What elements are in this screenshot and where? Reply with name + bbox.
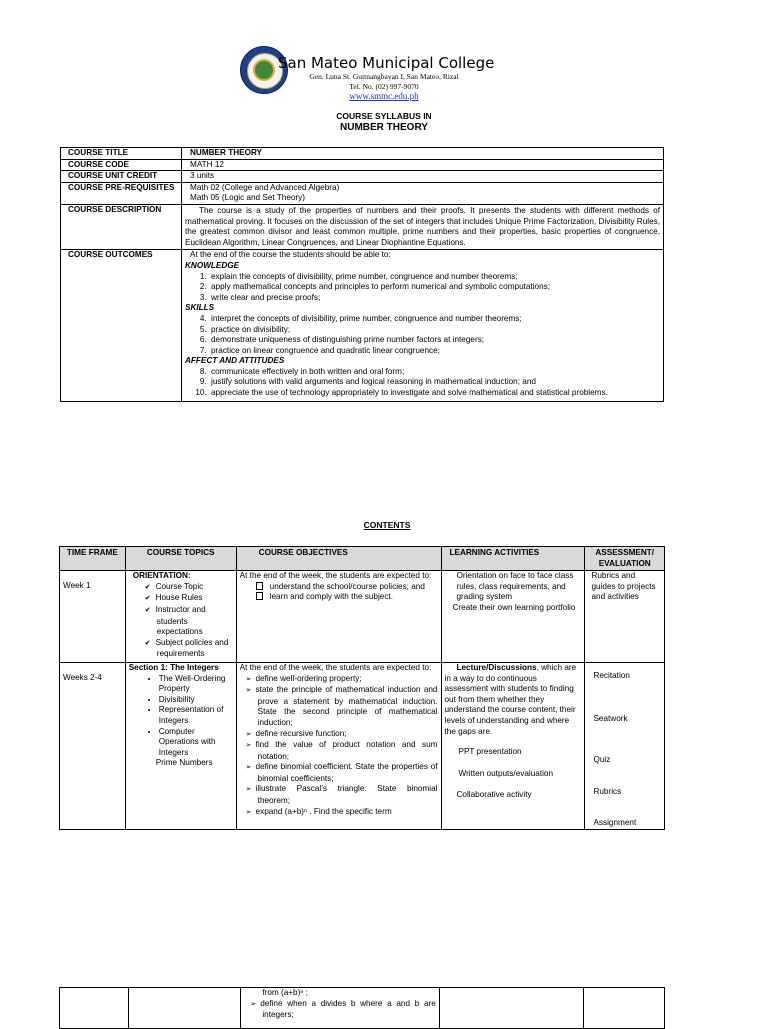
course-credit-value: 3 units	[182, 171, 664, 183]
objectives-intro: At the end of the week, the students are expected to:	[239, 571, 432, 581]
objective-list	[254, 582, 438, 603]
column-header: COURSE TOPICS	[125, 547, 236, 571]
time-frame-cell: Week 1	[60, 571, 126, 663]
assessment-item: Rubrics	[593, 786, 622, 796]
activity-text: Create their own learning portfolio	[452, 602, 576, 612]
time-frame-cell: Weeks 2-4	[60, 662, 126, 829]
assessment-item: Seatwork	[593, 713, 628, 723]
objectives-intro: At the end of the week, the students are expected to:	[239, 662, 432, 672]
list-item: understand the school/course policies; and	[268, 582, 438, 593]
list-item: 5. practice on divisibility;	[209, 325, 660, 336]
list-item: 6. demonstrate uniqueness of distinguishing prime number factors at integers;	[209, 335, 660, 346]
course-prereq-label: COURSE PRE-REQUISITES	[61, 182, 182, 204]
list-item: ➢ define recursive function;	[258, 729, 438, 741]
table-row	[61, 159, 664, 171]
list-item: 4. interpret the concepts of divisibility, prime number, congruence and number theorems;	[209, 314, 660, 325]
topic-list	[129, 674, 233, 759]
table-row	[60, 662, 665, 829]
table-row	[61, 182, 664, 204]
list-item: 8. communicate effectively in both written and oral form;	[209, 367, 660, 378]
list-item: 9. justify solutions with valid arguments and logical reasoning in mathematical induction; and	[209, 377, 660, 388]
prereq-item: Math 05 (Logic and Set Theory)	[190, 193, 305, 203]
list-item: 7. practice on linear congruence and quadratic linear congruence;	[209, 346, 660, 357]
course-title-value: NUMBER THEORY	[182, 148, 664, 160]
list-item: ✔ House Rules	[157, 593, 233, 605]
course-outcomes-label: COURSE OUTCOMES	[61, 250, 182, 401]
table-row	[60, 571, 665, 663]
list-item: ➢ state the principle of mathematical induction and prove a statement by mathematical induction. State the second principle of mathematical induction;	[258, 685, 438, 728]
activity-item: PPT presentation	[458, 747, 522, 757]
activity-bold: Lecture/Discussions	[456, 662, 537, 672]
table-row	[60, 988, 665, 1029]
topic-title: Section 1: The Integers	[128, 662, 219, 672]
objective-list	[240, 674, 438, 819]
topic-extra: Prime Numbers	[155, 758, 213, 768]
activity-item: Written outputs/evaluation	[458, 768, 554, 778]
course-title-label: COURSE TITLE	[61, 148, 182, 160]
syllabus-subject: NUMBER THEORY	[340, 122, 428, 133]
list-item: ✔ Subject policies and requirements	[157, 638, 233, 660]
course-info-table	[60, 147, 664, 402]
course-code-value: MATH 12	[182, 159, 664, 171]
column-header: ASSESSMENT/ EVALUATION	[585, 547, 665, 571]
topic-list	[143, 582, 233, 660]
list-item: ➢ expand (a+b)ⁿ . Find the specific term	[258, 807, 438, 819]
table-row	[61, 204, 664, 249]
objective-list	[244, 999, 435, 1021]
list-item: • Divisibility	[159, 695, 233, 706]
contents-heading: CONTENTS	[363, 520, 411, 530]
list-item: 2. apply mathematical concepts and principles to perform numerical and symbolic computations;	[209, 282, 660, 293]
affect-list	[185, 367, 660, 399]
column-header: COURSE OBJECTIVES	[236, 547, 441, 571]
course-description-text: The course is a study of the properties of numbers and their proofs. It presents the students with different methods of mathematical proving. It focuses on the discussion of the set of integers that includes Unique Prime Factorization, Divisibility Rules, the greatest common divisor and least common multiple, prime numbers and their properties, basic properties of congruence, Euclidean Algorithm, Linear Congruences, and Linear Diophantine Equations.	[185, 205, 660, 247]
skills-heading: SKILLS	[185, 303, 215, 313]
list-item: 1. explain the concepts of divisibility, prime number, congruence and number theorems;	[209, 272, 660, 283]
column-header: LEARNING ACTIVITIES	[441, 547, 585, 571]
list-item: • Computer Operations with Integers	[159, 727, 233, 759]
knowledge-list	[185, 272, 660, 304]
course-credit-label: COURSE UNIT CREDIT	[61, 171, 182, 183]
college-name: San Mateo Municipal College	[278, 54, 495, 72]
prereq-item: Math 02 (College and Advanced Algebra)	[190, 182, 340, 192]
table-header-row	[60, 547, 665, 571]
assessment-item: Quiz	[593, 755, 611, 765]
list-item: ➢ define well-ordering property;	[258, 674, 438, 686]
outcomes-intro: At the end of the course the students should be able to:	[190, 250, 391, 260]
course-code-label: COURSE CODE	[61, 159, 182, 171]
college-telephone: Tel. No. (02) 997-9070	[349, 82, 419, 91]
syllabus-label: COURSE SYLLABUS IN	[336, 111, 432, 121]
assessment-item: Recitation	[593, 670, 630, 680]
assessment-cell: Rubrics and guides to projects and activities	[585, 571, 665, 663]
list-item: • Representation of Integers	[159, 705, 233, 726]
list-item: • The Well-Ordering Property	[159, 674, 233, 695]
objective-continuation: from (a+b)ⁿ ;	[262, 988, 308, 997]
affect-heading: AFFECT AND ATTITUDES	[185, 356, 285, 366]
knowledge-heading: KNOWLEDGE	[185, 260, 240, 270]
contents-table-continued	[59, 987, 665, 1029]
activity-text: , which are in a way to do continuous assessment with students to finding out from them whether they understand the course content, their levels of understanding and where the gaps are.	[444, 662, 577, 736]
list-item: 3. write clear and precise proofs;	[209, 293, 660, 304]
list-item: learn and comply with the subject.	[268, 592, 438, 603]
skills-list	[185, 314, 660, 356]
list-item: ➢ illustrate Pascal’s triangle. State binomial theorem;	[258, 784, 438, 806]
list-item: 10. appreciate the use of technology appropriately to investigate and solve mathematical and statistical problems.	[209, 388, 660, 399]
contents-table	[59, 546, 665, 830]
column-header: TIME FRAME	[60, 547, 126, 571]
table-row	[61, 250, 664, 401]
list-item: ➢ define binomial coefficient. State the properties of binomial coefficients;	[258, 762, 438, 784]
list-item: ➢ find the value of product notation and sum notation;	[258, 740, 438, 762]
list-item: ➢ define when a divides b where a and b are integers;	[262, 999, 435, 1021]
topic-title: ORIENTATION:	[132, 571, 191, 581]
college-website-link[interactable]: www.smmc.edu.ph	[349, 91, 419, 101]
activity-text: Orientation on face to face class rules, class requirements, and grading system	[456, 571, 574, 602]
table-row	[61, 148, 664, 160]
college-address: Gen. Luna St. Guitnangbayan I, San Mateo, Rizal	[309, 72, 459, 81]
table-row	[61, 171, 664, 183]
list-item: ✔ Course Topic	[157, 582, 233, 594]
activity-item: Collaborative activity	[456, 790, 532, 800]
assessment-item: Assignment	[593, 818, 637, 828]
course-description-label: COURSE DESCRIPTION	[61, 204, 182, 249]
list-item: ✔ Instructor and students expectations	[157, 605, 233, 638]
